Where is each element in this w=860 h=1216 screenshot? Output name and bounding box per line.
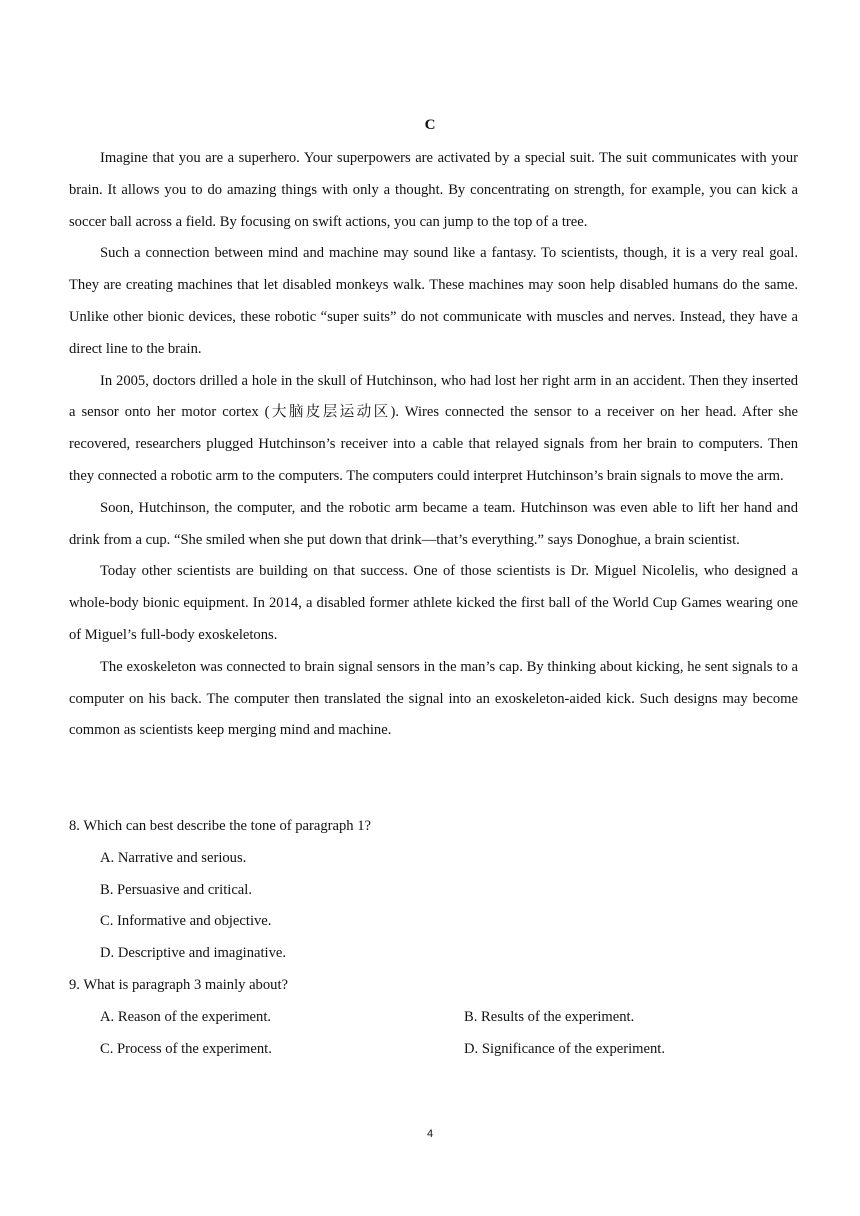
- passage-paragraph: Today other scientists are building on that success. One of those scientists is Dr. Miguel Nicolelis, who designed a whole-body bionic equipment. In 2014, a disabled former athlete kicked the first ball of the World Cup Games wearing one of Miguel’s full-body exoskeletons.: [69, 563, 798, 643]
- page-number: 4: [426, 1128, 434, 1140]
- option-c: C. Process of the experiment.: [100, 1040, 272, 1057]
- option-b: B. Persuasive and critical.: [100, 881, 252, 898]
- option-d: D. Descriptive and imaginative.: [100, 945, 287, 962]
- option-d: D. Significance of the experiment.: [464, 1040, 665, 1057]
- option-c: C. Informative and objective.: [100, 913, 272, 930]
- passage-paragraph: Such a connection between mind and machine may sound like a fantasy. To scientists, though, it is a very real goal. They are creating machines that let disabled monkeys walk. These machines may soon help disabled humans do the same. Unlike other bionic devices, these robotic “super suits” do not communicate with muscles and nerves. Instead, they have a direct line to the brain.: [69, 245, 798, 357]
- option-a: A. Narrative and serious.: [100, 849, 247, 866]
- question-stem: 8. Which can best describe the tone of paragraph 1?: [69, 818, 372, 834]
- section-title: C: [424, 117, 436, 133]
- passage-paragraph: In 2005, doctors drilled a hole in the skull of Hutchinson, who had lost her right arm in an accident. Then they inserted a sensor onto her motor cortex (大脑皮层运动区). Wires connected the sensor to a receiver on her head. After she recovered, researchers plugged Hutchinson’s receiver into a cable that relayed signals from her brain to computers. Then they connected a robotic arm to the computers. The computers could interpret Hutchinson’s brain signals to move the arm.: [69, 372, 798, 484]
- question-stem: 9. What is paragraph 3 mainly about?: [69, 976, 288, 993]
- passage-paragraph: The exoskeleton was connected to brain signal sensors in the man’s cap. By thinking about kicking, he sent signals to a computer on his back. The computer then translated the signal into an exoskeleton-aided kick. Such designs may become common as scientists keep merging mind and machine.: [69, 658, 798, 739]
- option-grid: [100, 1002, 798, 1066]
- passage-paragraph: Soon, Hutchinson, the computer, and the robotic arm became a team. Hutchinson was even able to lift her hand and drink from a cup. “She smiled when she put down that drink—that’s everything.” says Donoghue, a brain scientist.: [69, 499, 798, 548]
- option-b: B. Results of the experiment.: [464, 1008, 635, 1025]
- reading-passage: [69, 143, 798, 747]
- question-list: [69, 811, 798, 1065]
- passage-paragraph: Imagine that you are a superhero. Your superpowers are activated by a special suit. The suit communicates with your brain. It allows you to do amazing things with only a thought. By concentrating on strength, for example, you can kick a soccer ball across a field. By focusing on swift actions, you can jump to the top of a tree.: [69, 150, 798, 230]
- option-a: A. Reason of the experiment.: [100, 1008, 272, 1025]
- question-8: [69, 811, 798, 970]
- question-9: [69, 970, 798, 1065]
